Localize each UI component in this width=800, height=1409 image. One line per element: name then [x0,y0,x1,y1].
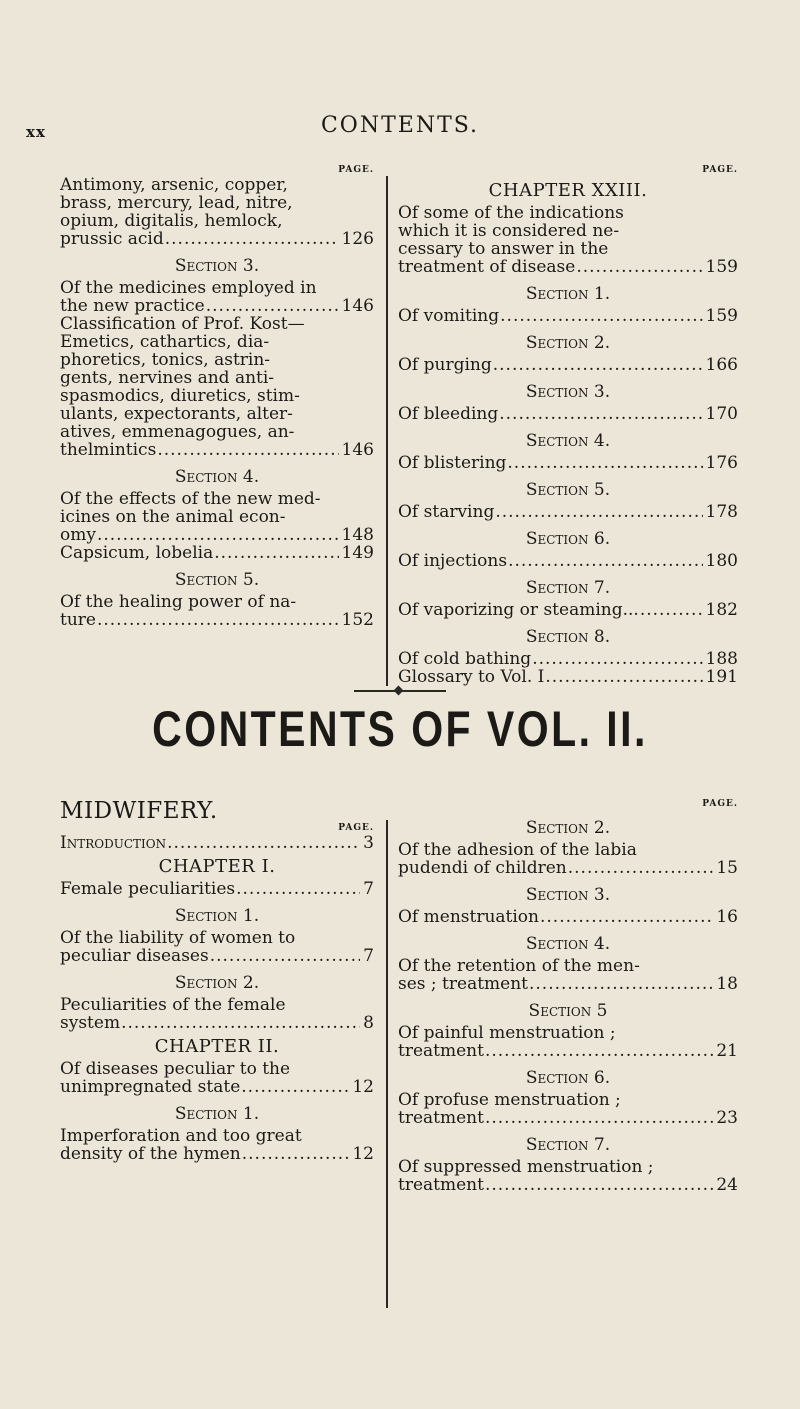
entry-title: peculiar diseases [60,946,209,966]
dot-leader [532,650,702,668]
column-divider [386,820,388,1308]
toc-entry [60,929,374,965]
toc-entry [398,503,738,521]
entry-title: treatment of disease [398,257,576,277]
section-heading: Section 7. [525,578,611,598]
entry-page-number: 188 [705,649,738,669]
part-heading: MIDWIFERY. [60,798,218,824]
entry-title: Of injections [398,551,508,571]
entry-text-line: Antimony, arsenic, copper, [60,175,288,195]
page-label: PAGE. [338,823,374,833]
entry-text-line: Of the adhesion of the labia [398,840,637,860]
entry-page-number: 182 [705,600,738,620]
dot-leader [500,307,702,325]
dot-leader [210,947,360,965]
page-label: PAGE. [702,799,738,809]
entry-text-line: Of the retention of the men- [398,956,640,976]
toc-entry [398,454,738,472]
toc-entry [398,1024,738,1060]
entry-text-line: phoretics, tonics, astrin- [60,350,271,370]
dot-leader [485,1109,713,1127]
entry-page-number: 159 [705,257,738,277]
toc-entry [398,841,738,877]
dot-leader [214,544,338,562]
entry-title: treatment [398,1175,484,1195]
entry-page-number: 178 [705,502,738,522]
chapter-heading: CHAPTER XXIII. [488,180,648,201]
toc-entry [398,552,738,570]
toc-entry [398,957,738,993]
dot-leader [167,834,360,852]
dot-leader [568,859,714,877]
entry-page-number: 15 [716,858,738,878]
entry-page-number: 18 [716,974,738,994]
entry-title: Capsicum, lobelia [60,543,214,563]
entry-title: the new practice [60,296,205,316]
entry-title: prussic acid [60,229,164,249]
entry-title: Of bleeding [398,404,499,424]
toc-column-bottom-right [398,798,738,1194]
dot-leader [508,552,702,570]
entry-page-number: 191 [705,667,738,687]
section-heading: Section 1. [525,284,611,304]
toc-column-bottom-left [60,798,374,1163]
section-heading: Section 5. [174,570,260,590]
entry-title: Female peculiarities [60,879,236,899]
entry-page-number: 7 [363,946,374,966]
entry-title: Of vomiting [398,306,500,326]
section-heading: Section 1. [174,906,260,926]
section-heading: Section 2. [525,333,611,353]
entry-page-number: 8 [363,1013,374,1033]
toc-entry [398,1158,738,1194]
entry-page-number: 3 [363,833,374,853]
toc-entry [60,996,374,1032]
toc-column-top-right [398,164,738,686]
dot-leader [241,1078,349,1096]
column-divider [386,176,388,686]
entry-text-line: atives, emmenagogues, an- [60,422,295,442]
entry-page-number: 152 [341,610,374,630]
entry-title: pudendi of children [398,858,567,878]
dot-leader [236,880,360,898]
toc-entry [60,544,374,562]
dot-leader [165,230,339,248]
toc-entry [60,279,374,315]
section-heading: Section 4. [525,431,611,451]
toc-entry [398,405,738,423]
entry-title: Of menstruation [398,907,539,927]
entry-page-number: 148 [341,525,374,545]
section-heading: Section 2. [525,818,611,838]
toc-entry [60,315,374,459]
toc-entry [60,880,374,898]
entry-text-line: Emetics, cathartics, dia- [60,332,270,352]
entry-title: treatment [398,1108,484,1128]
entry-title: Of vaporizing or steaming... [398,600,639,620]
entry-page-number: 146 [341,296,374,316]
entry-title: Of cold bathing [398,649,532,669]
entry-page-number: 176 [705,453,738,473]
entry-title: Glossary to Vol. I [398,667,545,687]
toc-entry [60,1127,374,1163]
toc-entry [398,356,738,374]
dot-leader [545,668,702,686]
entry-text-line: Peculiarities of the female [60,995,286,1015]
entry-text-line: Of the effects of the new med- [60,489,321,509]
section-heading: Section 4. [174,467,260,487]
entry-text-line: Of suppressed menstruation ; [398,1157,654,1177]
entry-title: thelmintics [60,440,157,460]
entry-title: Introduction [60,833,167,853]
entry-page-number: 180 [705,551,738,571]
entry-page-number: 126 [341,229,374,249]
entry-title: Of blistering [398,453,507,473]
entry-text-line: Of the healing power of na- [60,592,297,612]
entry-text-line: opium, digitalis, hemlock, [60,211,283,231]
section-heading: Section 3. [525,382,611,402]
entry-page-number: 12 [352,1144,374,1164]
entry-page-number: 149 [341,543,374,563]
section-heading: Section 7. [525,1135,611,1155]
entry-text-line: which it is considered ne- [398,221,620,241]
dot-leader [540,908,713,926]
toc-entry [60,490,374,544]
dot-leader [485,1042,713,1060]
toc-entry [398,601,738,619]
toc-entry [60,176,374,248]
section-heading: Section 4. [525,934,611,954]
entry-text-line: Classification of Prof. Kost— [60,314,305,334]
chapter-heading: CHAPTER I. [158,856,276,877]
entry-page-number: 23 [716,1108,738,1128]
entry-page-number: 16 [716,907,738,927]
dot-leader [529,975,713,993]
page-label: PAGE. [702,165,738,175]
entry-page-number: 7 [363,879,374,899]
chapter-heading: CHAPTER II. [154,1036,280,1057]
entry-title: Of starving [398,502,495,522]
entry-text-line: spasmodics, diuretics, stim- [60,386,300,406]
entry-title: density of the hymen [60,1144,241,1164]
toc-column-top-left [60,164,374,629]
section-heading: Section 6. [525,529,611,549]
section-heading: Section 3. [174,256,260,276]
dot-leader [121,1014,360,1032]
dot-leader [242,1145,350,1163]
vol2-heading: CONTENTS OF VOL. II. [152,701,648,757]
toc-entry [60,834,374,852]
entry-title: unimpregnated state [60,1077,241,1097]
dot-leader [206,297,339,315]
toc-entry [398,1091,738,1127]
entry-page-number: 159 [705,306,738,326]
dot-leader [507,454,702,472]
running-title: CONTENTS. [320,113,480,138]
toc-entry [398,908,738,926]
section-heading: Section 8. [525,627,611,647]
section-heading: Section 5. [525,480,611,500]
dot-leader [576,258,702,276]
entry-title: Of purging [398,355,492,375]
entry-text-line: Imperforation and too great [60,1126,302,1146]
toc-entry [398,668,738,686]
entry-page-number: 166 [705,355,738,375]
dot-leader [493,356,703,374]
entry-page-number: 146 [341,440,374,460]
dot-leader [157,441,338,459]
entry-text-line: cessary to answer in the [398,239,609,259]
entry-page-number: 21 [716,1041,738,1061]
entry-text-line: Of some of the indications [398,203,624,223]
entry-text-line: brass, mercury, lead, nitre, [60,193,293,213]
toc-entry [398,307,738,325]
section-heading: Section 6. [525,1068,611,1088]
entry-title: ture [60,610,96,630]
entry-page-number: 170 [705,404,738,424]
dot-leader [499,405,702,423]
page-number: xx [26,123,46,141]
dot-leader [97,611,339,629]
entry-text-line: Of the medicines employed in [60,278,317,298]
section-heading: Section 5 [528,1001,608,1021]
entry-text-line: Of profuse menstruation ; [398,1090,621,1110]
entry-text-line: gents, nervines and anti- [60,368,275,388]
section-heading: Section 3. [525,885,611,905]
entry-page-number: 12 [352,1077,374,1097]
toc-entry [60,1060,374,1096]
section-heading: Section 2. [174,973,260,993]
entry-page-number: 24 [716,1175,738,1195]
entry-title: omy [60,525,96,545]
dot-leader [640,601,703,619]
entry-text-line: Of the liability of women to [60,928,296,948]
page-label: PAGE. [338,165,374,175]
entry-title: treatment [398,1041,484,1061]
entry-text-line: icines on the animal econ- [60,507,286,527]
section-heading: Section 1. [174,1104,260,1124]
entry-title: ses ; treatment [398,974,528,994]
dot-leader [495,503,702,521]
entry-text-line: ulants, expectorants, alter- [60,404,293,424]
toc-entry [60,593,374,629]
dot-leader [485,1176,713,1194]
separator-ornament [394,686,404,696]
toc-entry [398,204,738,276]
entry-text-line: Of diseases peculiar to the [60,1059,291,1079]
entry-title: system [60,1013,121,1033]
toc-entry [398,650,738,668]
entry-text-line: Of painful menstruation ; [398,1023,616,1043]
dot-leader [97,526,339,544]
